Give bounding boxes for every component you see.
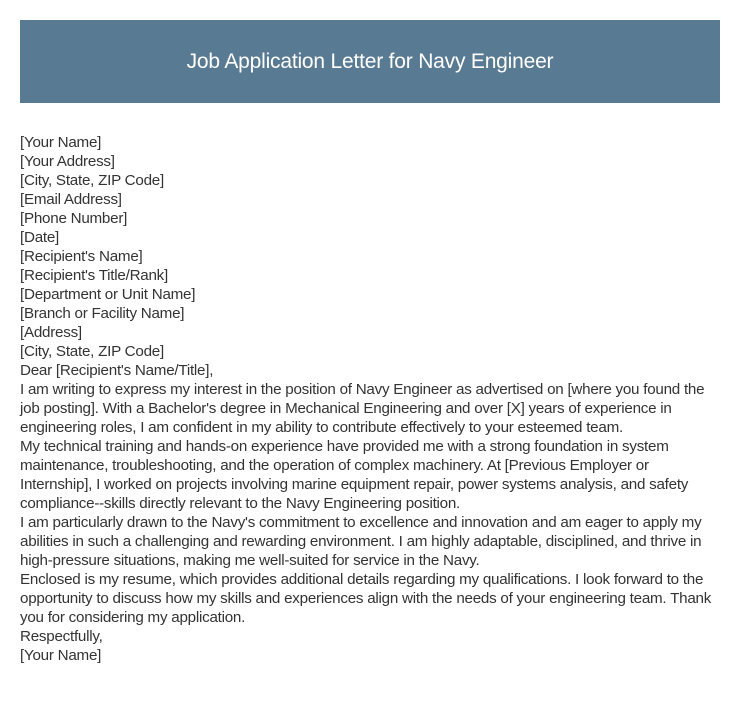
page-header xyxy=(20,20,720,103)
sender-address: [Your Address] xyxy=(20,153,115,170)
salutation: Dear [Recipient's Name/Title], xyxy=(20,362,214,379)
letter-date: [Date] xyxy=(20,229,60,246)
paragraph-experience: My technical training and hands-on experience have provided me with a strong foundation in system maintenance, troubleshooting, and the operation of complex machinery. At [Previous Employer or Internship], I worked on projects involving marine equipment repair, power systems analysis, and safety compliance--skills directly relevant to the Navy Engineering position. xyxy=(20,438,689,512)
paragraph-closing: Enclosed is my resume, which provides additional details regarding my qualifications. I look forward to the opportunity to discuss how my skills and experiences align with the needs of your engineering team. Thank you for considering my application. xyxy=(20,571,712,626)
sender-city-state-zip: [City, State, ZIP Code] xyxy=(20,172,164,189)
signature: [Your Name] xyxy=(20,647,102,664)
sender-name: [Your Name] xyxy=(20,134,102,151)
recipient-name: [Recipient's Name] xyxy=(20,248,143,265)
letter-body xyxy=(20,133,720,665)
recipient-city-state-zip: [City, State, ZIP Code] xyxy=(20,343,164,360)
recipient-address: [Address] xyxy=(20,324,82,341)
paragraph-intro: I am writing to express my interest in the position of Navy Engineer as advertised on [where you found the job posting]. With a Bachelor's degree in Mechanical Engineering and over [X] years of experience in engineering roles, I am confident in my ability to contribute effectively to your esteemed team. xyxy=(20,381,705,436)
recipient-branch: [Branch or Facility Name] xyxy=(20,305,185,322)
recipient-department: [Department or Unit Name] xyxy=(20,286,196,303)
sender-email: [Email Address] xyxy=(20,191,122,208)
sender-phone: [Phone Number] xyxy=(20,210,128,227)
recipient-title: [Recipient's Title/Rank] xyxy=(20,267,168,284)
page-title: Job Application Letter for Navy Engineer xyxy=(186,49,554,73)
closing: Respectfully, xyxy=(20,628,103,645)
paragraph-motivation: I am particularly drawn to the Navy's commitment to excellence and innovation and am eager to apply my abilities in such a challenging and rewarding environment. I am highly adaptable, disciplined, and thrive in high-pressure situations, making me well-suited for service in the Navy. xyxy=(20,514,702,569)
